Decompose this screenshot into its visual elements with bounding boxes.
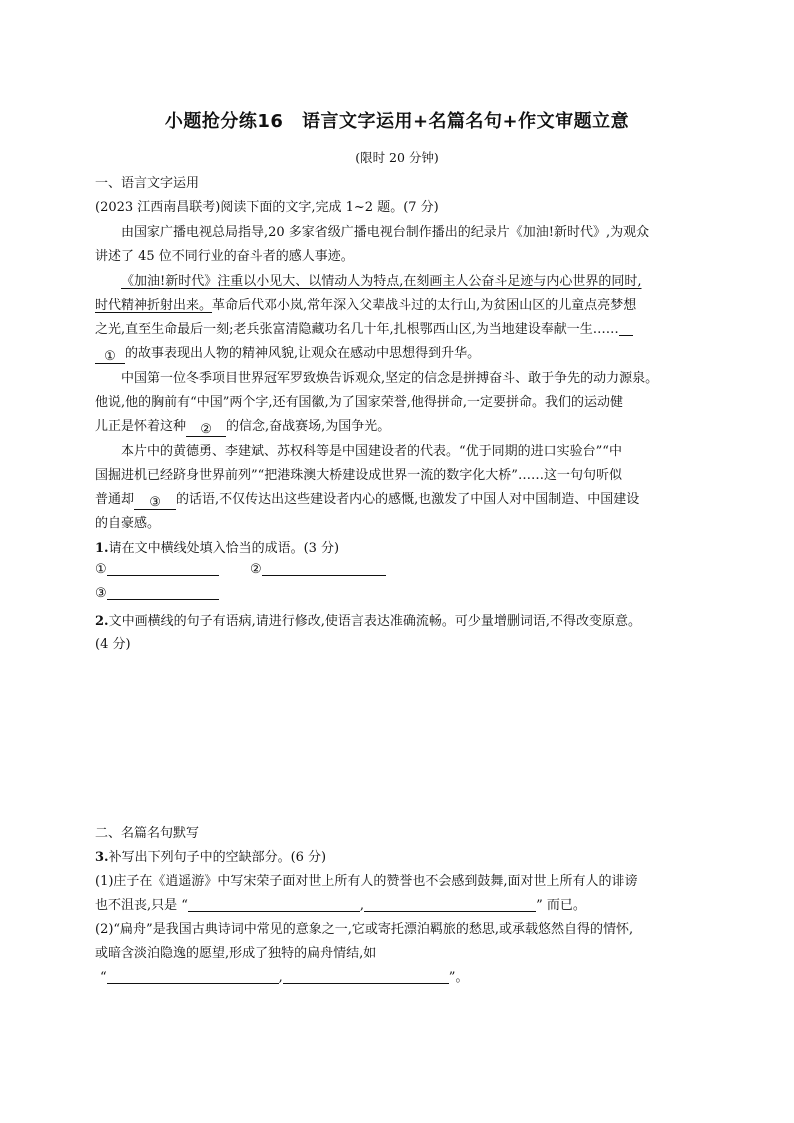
q3-item1-blank-1[interactable] xyxy=(188,897,360,912)
blank-1: ① xyxy=(95,349,125,364)
q3-item1-comma: , xyxy=(359,898,365,913)
q3-item2-line3 xyxy=(100,966,468,985)
question-1 xyxy=(95,537,339,556)
section-2-heading: 二、名篇名句默写 xyxy=(95,826,200,841)
p3-line2: 他说,他的胸前有“中国”两个字,还有国徽,为了国家荣誉,他得拼命,一定要拼命。我们的运动健 xyxy=(95,395,623,410)
section-1-heading: 一、语言文字运用 xyxy=(95,176,200,191)
blank-3: ③ xyxy=(134,495,176,510)
question-2-number: 2. xyxy=(95,614,109,629)
p3-line3-pre: 儿正是怀着这种 xyxy=(95,419,187,434)
answer-label-3: ③ xyxy=(95,586,107,601)
page-title: 小题抢分练16 语言文字运用+名篇名句+作文审题立意 xyxy=(164,111,630,132)
blank-1-start xyxy=(619,321,633,336)
q3-item2-line2: 或暗含淡泊隐逸的愿望,形成了独特的扁舟情结,如 xyxy=(95,946,377,961)
answer-label-2: ② xyxy=(250,562,262,577)
q3-item2-comma: , xyxy=(278,970,283,985)
p1-line2: 讲述了 45 位不同行业的奋斗者的感人事迹。 xyxy=(95,249,354,264)
question-3-text: 补写出下列句子中的空缺部分。(6 分) xyxy=(108,850,327,865)
answer-row-1 xyxy=(95,561,219,577)
answer-label-1: ① xyxy=(95,562,107,577)
q3-item2-close-quote: ”。 xyxy=(448,970,469,985)
p4-line3-post: 的话语,不仅传达出这些建设者内心的感慨,也激发了中国人对中国制造、中国建设 xyxy=(176,492,640,507)
answer-row-3 xyxy=(95,585,219,601)
p2-line3-text: 之光,直至生命最后一刻;老兵张富清隐藏功名几十年,扎根鄂西山区,为当地建设奉献一生…… xyxy=(95,322,619,337)
q3-item1-blank-2[interactable] xyxy=(364,897,536,912)
q3-item1-pre: 也不沮丧,只是 “ xyxy=(95,898,188,913)
q3-item1-line1: (1)庄子在《逍遥游》中写宋荣子面对世上所有人的赞誉也不会感到鼓舞,面对世上所有人的诽谤 xyxy=(95,874,638,889)
p2-line2 xyxy=(95,294,636,313)
q3-item1-line2 xyxy=(95,894,586,913)
q3-item2-open-quote: “ xyxy=(100,970,107,985)
answer-blank-3[interactable] xyxy=(107,585,219,600)
p2-underlined-line2: 时代精神折射出来。 xyxy=(95,298,213,313)
passage-source: (2023 江西南昌联考)阅读下面的文字,完成 1~2 题。(7 分) xyxy=(95,200,439,215)
p3-line3-post: 的信念,奋战赛场,为国争光。 xyxy=(226,419,391,434)
q3-item2-blank-1[interactable] xyxy=(107,969,279,984)
question-2-points: (4 分) xyxy=(95,637,131,652)
p2-line4 xyxy=(95,342,480,364)
q3-item2-blank-2[interactable] xyxy=(283,969,449,984)
p4-line4: 的自豪感。 xyxy=(95,516,161,531)
p4-line3-pre: 普通却 xyxy=(95,492,135,507)
p4-line1: 本片中的黄德勇、李建斌、苏权科等是中国建设者的代表。“优于同期的进口实验台”“中 xyxy=(121,444,622,459)
q3-item2-line1: (2)“扁舟”是我国古典诗词中常见的意象之一,它或寄托漂泊羁旅的愁思,或承载悠然自得的情怀, xyxy=(95,922,634,937)
question-3 xyxy=(95,846,326,865)
q3-item1-post: ” 而已。 xyxy=(536,898,586,913)
blank-2: ② xyxy=(186,422,226,437)
question-2 xyxy=(95,610,641,629)
question-3-number: 3. xyxy=(95,850,109,865)
p4-line3 xyxy=(95,488,639,510)
p4-line2: 国掘进机已经跻身世界前列”“把港珠澳大桥建设成世界一流的数字化大桥”……这一句句听似 xyxy=(95,468,622,483)
question-1-number: 1. xyxy=(95,541,109,556)
p2-line4-text: 的故事表现出人物的精神风貌,让观众在感动中思想得到升华。 xyxy=(125,346,481,361)
answer-blank-2[interactable] xyxy=(262,561,386,576)
question-2-text: 文中画横线的句子有语病,请进行修改,使语言表达准确流畅。可少量增删词语,不得改变原意。 xyxy=(108,614,641,629)
question-1-text: 请在文中横线处填入恰当的成语。(3 分) xyxy=(108,541,340,556)
time-limit: (限时 20 分钟) xyxy=(355,150,439,165)
p2-underlined-line1: 《加油!新时代》注重以小见大、以情动人为特点,在刻画主人公奋斗足迹与内心世界的同时, xyxy=(121,274,642,289)
answer-row-2 xyxy=(250,561,386,577)
p3-line1: 中国第一位冬季项目世界冠军罗致焕告诉观众,坚定的信念是拼搏奋斗、敢于争先的动力源泉。 xyxy=(121,371,659,386)
p2-line2-rest: 革命后代邓小岚,常年深入父辈战斗过的太行山,为贫困山区的儿童点亮梦想 xyxy=(212,298,637,313)
p2-line3 xyxy=(95,318,633,337)
p3-line3 xyxy=(95,415,390,437)
answer-blank-1[interactable] xyxy=(107,561,219,576)
p1-line1: 由国家广播电视总局指导,20 多家省级广播电视台制作播出的纪录片《加油!新时代》,为观众 xyxy=(121,225,650,240)
